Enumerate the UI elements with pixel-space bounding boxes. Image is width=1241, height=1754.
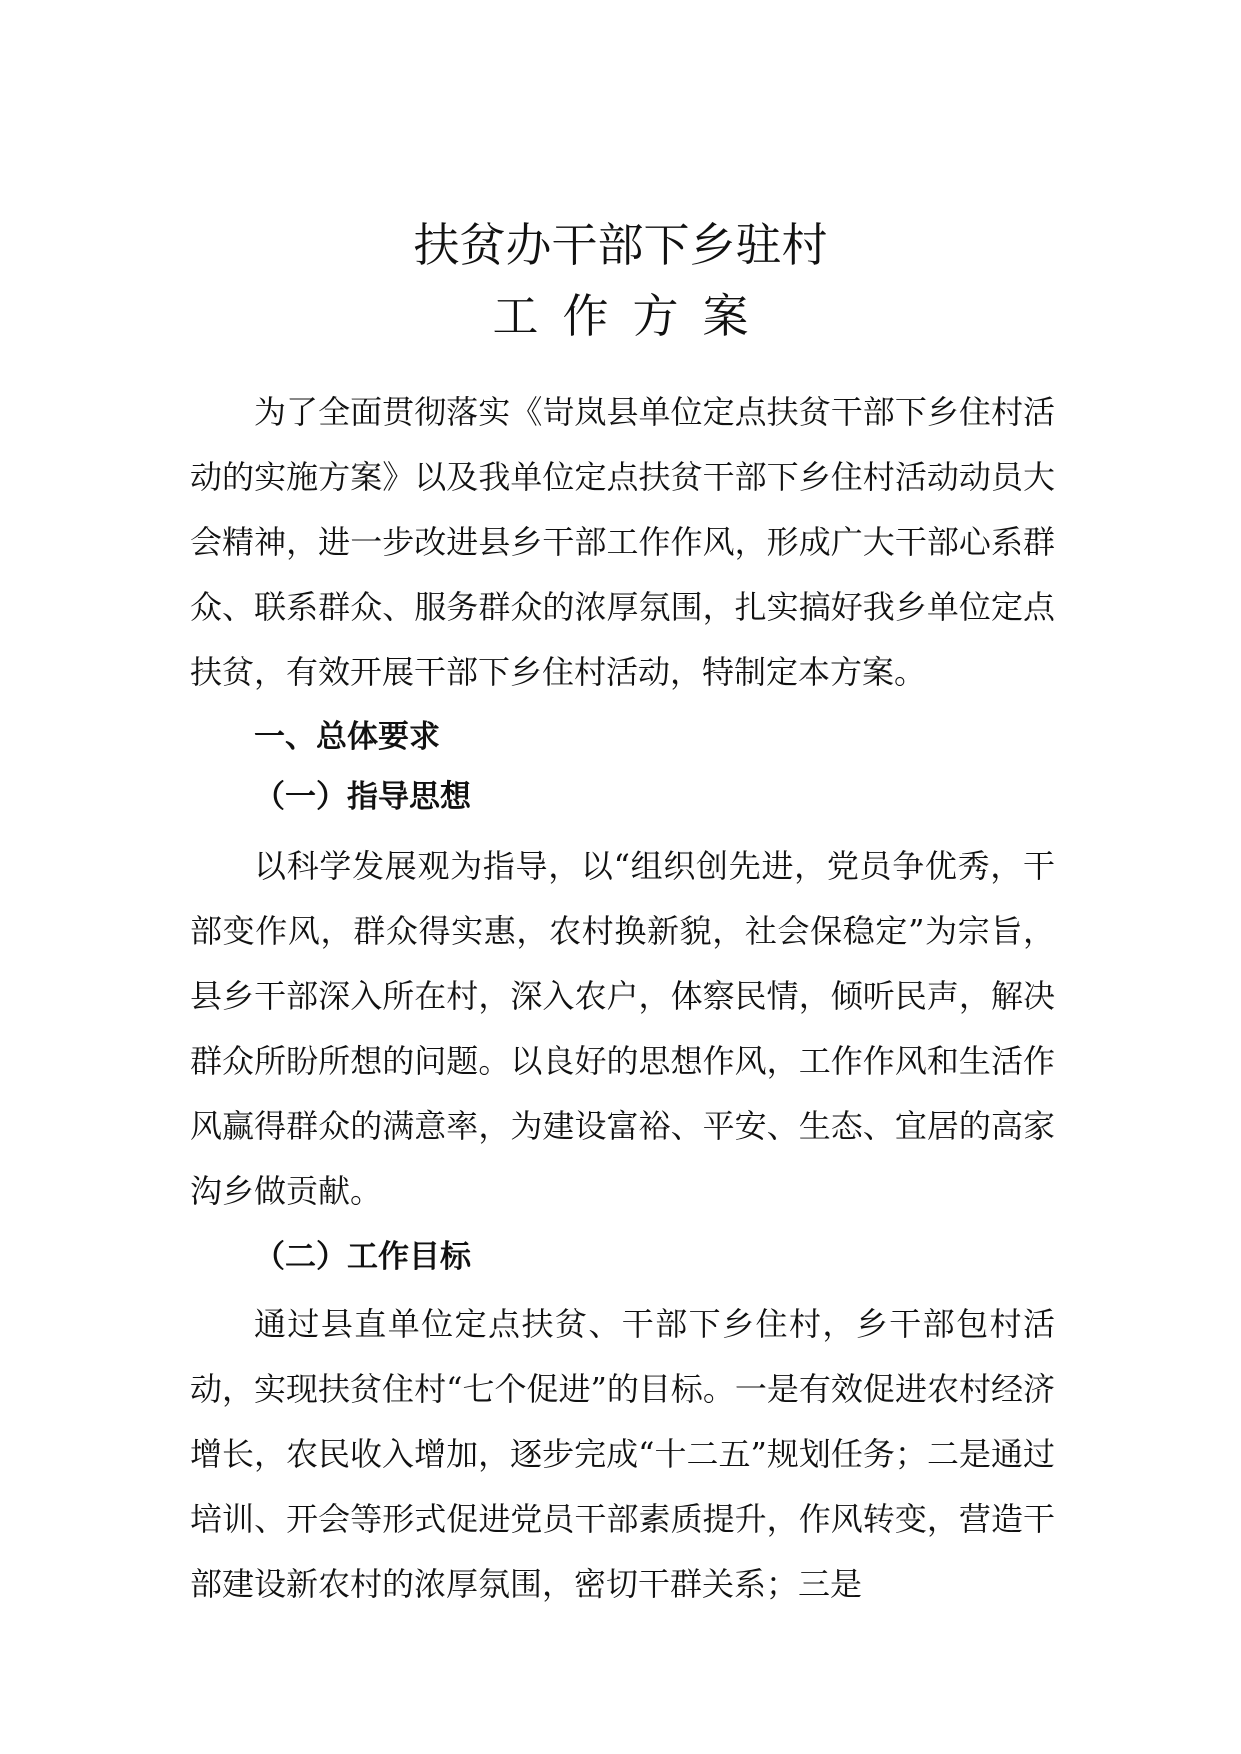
subsection-heading-guiding-ideology: （一）指导思想: [254, 779, 471, 815]
subsection-heading-work-goals: （二）工作目标: [254, 1239, 471, 1275]
work-goals-paragraph: 通过县直单位定点扶贫、干部下乡住村，乡干部包村活动，实现扶贫住村“七个促进”的目标。一是有效促进农村经济增长，农民收入增加，逐步完成“十二五”规划任务；二是通过培训、开会等形式促进党员干部素质提升，作风转变，营造干部建设新农村的浓厚氛围，密切干群关系；三是: [190, 1305, 1055, 1603]
guiding-ideology-paragraph: 以科学发展观为指导，以“组织创先进，党员争优秀，干部变作风，群众得实惠，农村换新貌，社会保稳定”为宗旨，县乡干部深入所在村，深入农户，体察民情，倾听民声，解决群众所盼所想的问题。以良好的思想作风，工作作风和生活作风赢得群众的满意率，为建设富裕、平安、生态、宜居的高家沟乡做贡献。: [190, 847, 1055, 1210]
document-title-line-1: 扶贫办干部下乡驻村: [413, 218, 828, 272]
document-title-line-2: 工作方案: [492, 289, 773, 343]
intro-paragraph: 为了全面贯彻落实《岢岚县单位定点扶贫干部下乡住村活动的实施方案》以及我单位定点扶贫干部下乡住村活动动员大会精神，进一步改进县乡干部工作作风，形成广大干部心系群众、联系群众、服务群众的浓厚氛围，扎实搞好我乡单位定点扶贫，有效开展干部下乡住村活动，特制定本方案。: [190, 393, 1055, 691]
section-heading-general-requirements: 一、总体要求: [254, 719, 440, 755]
